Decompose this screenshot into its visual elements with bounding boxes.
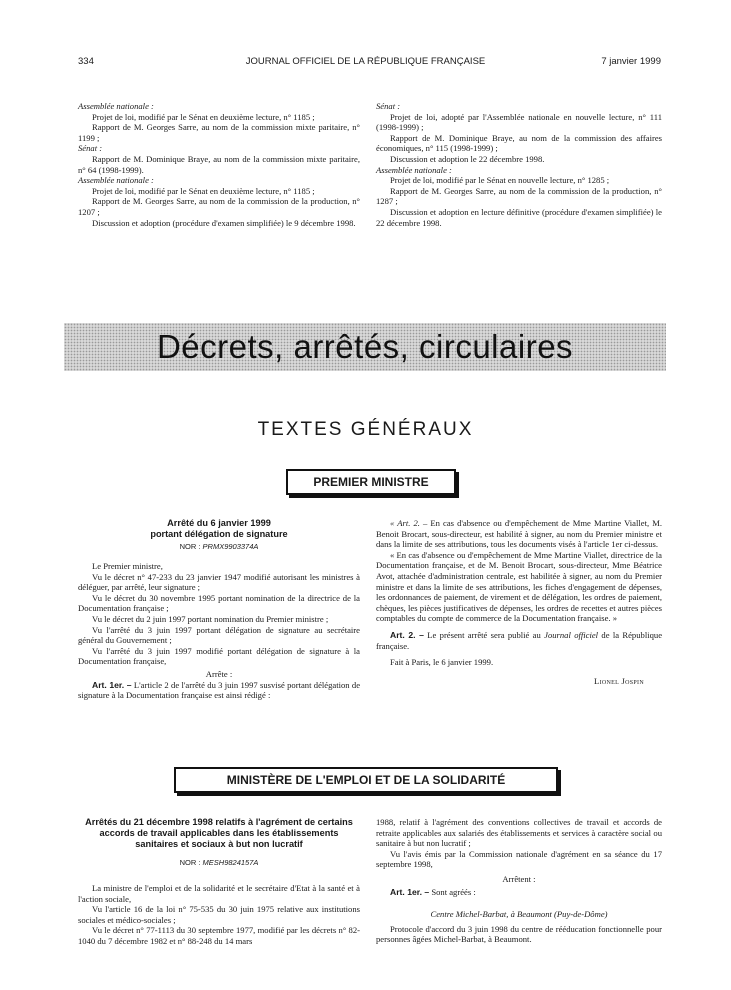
top-left-paragraph: Rapport de M. Dominique Braye, au nom de la commission mixte paritaire, n° 64 (1998-1999).	[78, 153, 360, 175]
arrete2-centre: Centre Michel-Barbat, à Beaumont (Puy-de-Dôme)	[430, 909, 608, 920]
top-right-paragraph: Projet de loi, adopté par l'Assemblée nationale en nouvelle lecture, n° 111 (1998-1999) ;	[376, 111, 662, 133]
top-left-paragraph: Rapport de M. Georges Sarre, au nom de la commission mixte paritaire, n° 1199 ;	[78, 122, 360, 143]
top-left-paragraph: Rapport de M. Georges Sarre, au nom de la commission de la production, n° 1207 ;	[78, 196, 360, 217]
arrete2-title: Arrêtés du 21 décembre 1998 relatifs à l'agrément de certains accords de travail applicables dans les établissements sanitaires et sociaux à but non lucratif	[85, 817, 353, 849]
arrete2-visa-paragraph: 1988, relatif à l'agrément des conventions collectives de travail et accords de retraite applicables aux salariés des établissements et services à caractère social ou sanitaire à but non lucratif ;	[376, 817, 662, 849]
arrete2-visas-cont	[376, 817, 662, 870]
arrete2-visa-paragraph: Vu l'article 16 de la loi n° 75-535 du 30 juin 1975 relative aux institutions sociales et médico-sociales ;	[78, 904, 360, 925]
art2-label: Art. 2. –	[390, 629, 424, 640]
arrete2-visa-paragraph: La ministre de l'emploi et de la solidarité et le secrétaire d'Etat à la santé et à l'action sociale,	[78, 883, 360, 904]
art2-quote-label: « Art. 2. –	[390, 518, 428, 528]
art2-text-b: de la République française.	[376, 629, 663, 651]
arrete1-visa-paragraph: Le Premier ministre,	[92, 561, 163, 571]
banner-title: Décrets, arrêtés, circulaires	[156, 328, 574, 365]
top-right-paragraph: Discussion et adoption en lecture définitive (procédure d'examen simplifiée) le 22 décembre 1998.	[376, 206, 662, 228]
ministry-heading-premier: PREMIER MINISTRE	[286, 469, 456, 495]
arrete1-title-line2: portant délégation de signature	[150, 529, 288, 539]
art2-quote-text: En cas d'absence ou d'empêchement de Mme Martine Viallet, M. Benoit Brocart, sous-directeur, est habilité à signer, au nom du Premier ministre et dans la limite de ses attributions, tous les documents visés à l'article 1er ci-dessus.	[376, 518, 662, 550]
art1-text: Sont agréés :	[431, 886, 476, 897]
arrete2-right	[376, 817, 662, 945]
arrete2-left	[78, 817, 360, 947]
top-right-paragraph: Projet de loi, modifié par le Sénat en nouvelle lecture, n° 1285 ;	[390, 175, 610, 186]
top-left-column	[78, 101, 360, 228]
arrete2-nor	[78, 858, 360, 867]
section-title: TEXTES GÉNÉRAUX	[257, 419, 474, 440]
header-date: 7 janvier 1999	[601, 56, 661, 67]
top-right-paragraph: Rapport de M. Georges Sarre, au nom de la commission de la production, n° 1287 ;	[376, 185, 662, 207]
art1-text: L'article 2 de l'arrêté du 3 juin 1997 susvisé portant délégation de signature à la Documentation française est ainsi rédigé :	[78, 679, 361, 701]
arrete1-title-line1: Arrêté du 6 janvier 1999	[167, 518, 271, 528]
arrete2-protocole: Protocole d'accord du 3 juin 1998 du centre de rééducation fonctionnelle pour personnes âgées Michel-Barbat, à Beaumont.	[376, 923, 662, 945]
top-left-heading: Assemblée nationale :	[78, 101, 154, 111]
arrete1-article2	[376, 630, 662, 651]
arrete1-signature: Lionel Jospin	[594, 675, 644, 686]
top-right-paragraph: Discussion et adoption le 22 décembre 1998.	[390, 153, 545, 164]
arrete1-signed: Fait à Paris, le 6 janvier 1999.	[390, 657, 494, 668]
nor-label: NOR :	[179, 542, 201, 551]
arrete2-arretent: Arrêtent :	[502, 873, 536, 884]
art2-quote2: « En cas d'absence ou d'empêchement de Mme Martine Viallet, directrice de la Documentation française, et de M. Benoit Brocart, sous-directeur, Mme Béatrice Avot, attachée d'administration centrale, est habilitée à signer, au nom du Premier ministre et dans la limite de ses attributions, les fiches d'engagement de dépenses, les ordonnances de paiement, de virement et de délégation, les ordres de paiement, chèques, les pièces justificatives de dépenses, les ordres de recettes et autres pièces comptables du compte de commerce de la Documentation française. »	[376, 549, 662, 624]
ministry-heading-emploi: MINISTÈRE DE L'EMPLOI ET DE LA SOLIDARITÉ	[174, 767, 558, 793]
journal-officiel-italic: Journal officiel	[544, 629, 599, 640]
arrete2-visa-paragraph: Vu l'avis émis par la Commission nationale d'agrément en sa séance du 17 septembre 1998,	[376, 848, 662, 870]
top-right-paragraph: Rapport de M. Dominique Braye, au nom de la commission des affaires économiques, n° 115 (1998-1999) ;	[376, 132, 662, 154]
nor-code: MESH9824157A	[202, 858, 259, 867]
top-right-column	[376, 101, 662, 228]
top-right-heading: Sénat :	[376, 101, 401, 111]
arrete1-visa-paragraph: Vu l'arrêté du 3 juin 1997 portant délégation de signature au secrétaire général du Gouvernement ;	[78, 624, 360, 646]
top-right-heading: Assemblée nationale :	[376, 164, 452, 175]
art2-text-a: Le présent arrêté sera publié au	[427, 629, 541, 640]
top-left-heading: Sénat :	[78, 143, 103, 154]
arrete1-right	[376, 518, 662, 686]
art1-label: Art. 1er. –	[390, 886, 430, 897]
top-left-paragraph: Projet de loi, modifié par le Sénat en deuxième lecture, n° 1185 ;	[92, 185, 315, 196]
arrete1-visa-paragraph: Vu le décret du 30 novembre 1995 portant nomination de la directrice de la Documentation française ;	[78, 592, 360, 614]
nor-label: NOR :	[179, 858, 201, 867]
art2-quote	[376, 518, 662, 550]
arrete1-visa-paragraph: Vu le décret du 2 juin 1997 portant nomination du Premier ministre ;	[92, 613, 329, 624]
journal-title: JOURNAL OFFICIEL DE LA RÉPUBLIQUE FRANÇAISE	[245, 56, 486, 67]
arrete1-arrete-word: Arrête :	[205, 668, 233, 679]
arrete1-visa-paragraph: Vu le décret n° 47-233 du 23 janvier 1947 modifié autorisant les ministres à déléguer, par arrêté, leur signature ;	[78, 571, 360, 593]
arrete1-visa-paragraph: Vu l'arrêté du 3 juin 1997 modifié portant délégation de signature à la Documentation française,	[78, 645, 360, 667]
page-number: 334	[78, 56, 94, 67]
arrete2-article1	[376, 887, 662, 898]
arrete1-visas	[78, 561, 360, 667]
top-left-paragraph: Projet de loi, modifié par le Sénat en deuxième lecture, n° 1185 ;	[92, 111, 315, 122]
arrete2-visa-paragraph: Vu le décret n° 77-1113 du 30 septembre 1977, modifié par les décrets n° 82-1040 du 7 décembre 1982 et n° 88-248 du 14 mars	[78, 925, 360, 946]
arrete1-left	[78, 518, 360, 701]
art1-label: Art. 1er. –	[92, 679, 132, 690]
top-left-paragraph: Discussion et adoption (procédure d'examen simplifiée) le 9 décembre 1998.	[92, 217, 356, 228]
nor-code: PRMX9903374A	[202, 542, 259, 551]
arrete1-article1	[78, 680, 360, 701]
arrete2-visas	[78, 883, 360, 947]
arrete1-nor	[78, 542, 360, 551]
top-left-heading: Assemblée nationale :	[78, 175, 154, 186]
